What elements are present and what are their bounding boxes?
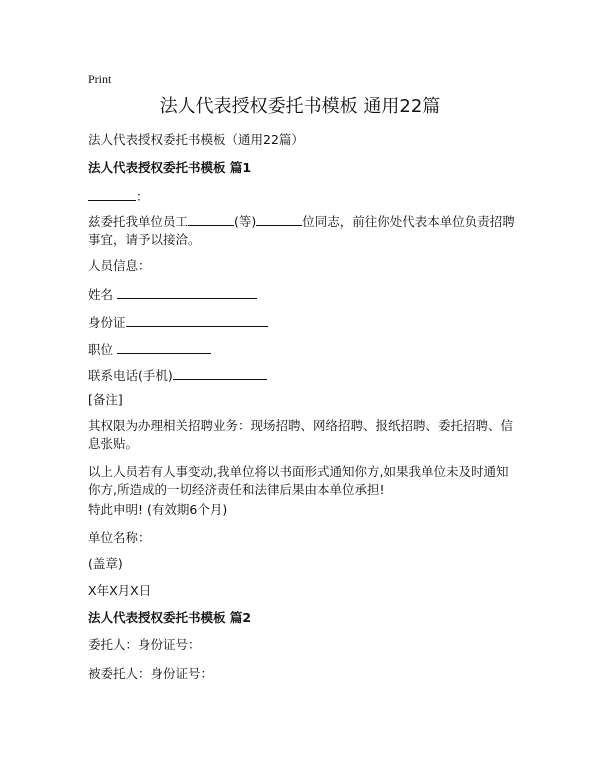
id-label: 身份证 bbox=[88, 315, 126, 330]
document-subtitle: 法人代表授权委托书模板（通用22篇） bbox=[88, 132, 304, 147]
scope-paragraph: 其权限为办理相关招聘业务：现场招聘、网络招聘、报纸招聘、委托招聘、信息张贴。 bbox=[88, 418, 514, 451]
salutation-line bbox=[88, 187, 518, 206]
blank-field bbox=[188, 212, 234, 226]
intro-paragraph bbox=[88, 212, 518, 249]
intro-text: (等) bbox=[234, 214, 257, 229]
agent-line: 被委托人：身份证号： bbox=[88, 666, 214, 681]
blank-field bbox=[126, 313, 268, 327]
phone-line bbox=[88, 366, 518, 385]
position-label: 职位 bbox=[88, 342, 117, 357]
id-line bbox=[88, 313, 518, 332]
blank-field bbox=[88, 187, 136, 201]
document-title: 法人代表授权委托书模板 通用22篇 bbox=[159, 96, 441, 117]
position-line bbox=[88, 340, 518, 359]
name-label: 姓名 bbox=[88, 287, 117, 302]
phone-label: 联系电话(手机) bbox=[88, 368, 173, 383]
change-notice-paragraph: 以上人员若有人事变动,我单位将以书面形式通知你方,如果我单位未及时通知你方,所造成的一切经济责任和法律后果由本单位承担! bbox=[88, 464, 509, 497]
seal-label: (盖章) bbox=[88, 556, 123, 571]
blank-field bbox=[256, 212, 302, 226]
print-link[interactable]: Print bbox=[88, 72, 112, 86]
principal-line: 委托人：身份证号： bbox=[88, 637, 201, 652]
intro-text: 兹委托我单位员工 bbox=[88, 214, 189, 229]
declaration: 特此申明! (有效期6个月) bbox=[88, 502, 228, 517]
unit-name-label: 单位名称： bbox=[88, 530, 151, 545]
blank-field bbox=[117, 340, 211, 354]
intro-text: 位同志，前往你处代表本单位负责招聘事宜，请予以接洽。 bbox=[88, 214, 515, 247]
section-heading-1: 法人代表授权委托书模板 篇1 bbox=[88, 160, 252, 175]
name-line bbox=[88, 285, 518, 304]
section-heading-2: 法人代表授权委托书模板 篇2 bbox=[88, 610, 252, 625]
info-label: 人员信息： bbox=[88, 258, 151, 273]
blank-field bbox=[117, 285, 257, 299]
colon: ： bbox=[136, 189, 149, 204]
remark-label: [备注] bbox=[88, 392, 123, 407]
date-line: X年X月X日 bbox=[88, 583, 152, 598]
blank-field bbox=[173, 366, 267, 380]
